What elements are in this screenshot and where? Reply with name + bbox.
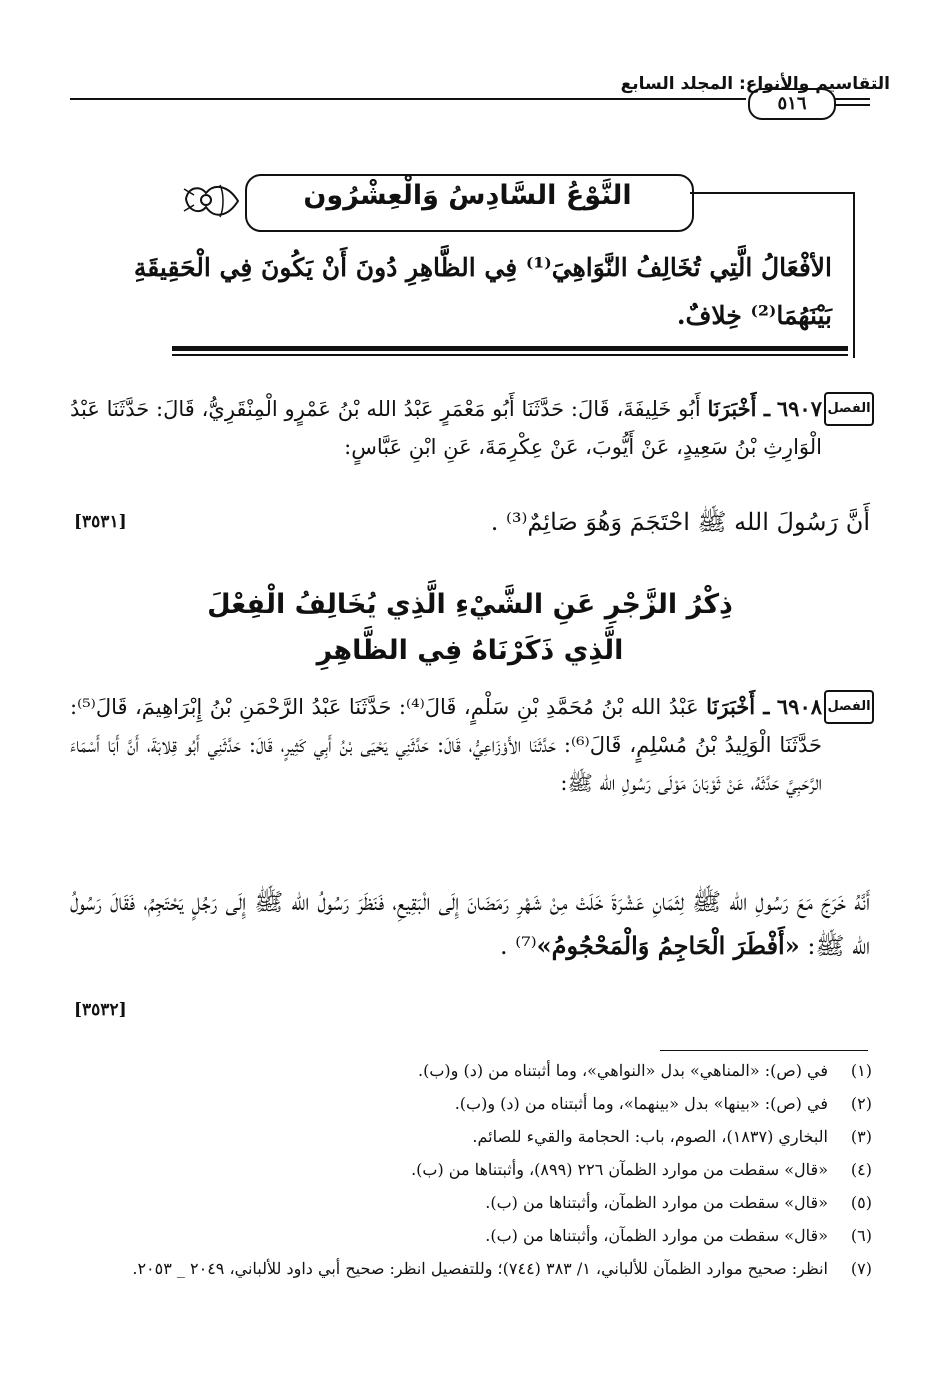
chapter-rule-thick [172,346,848,351]
hadith-6908-matn [70,880,870,968]
footnote-text: «قال» سقطت من موارد الظمآن ٢٢٦ (٨٩٩)، وأثبتناها من (ب). [411,1160,828,1179]
footnote-number: (٧) [850,1259,872,1278]
section-heading-line2: الَّذِي ذَكَرْنَاهُ فِي الظَّاهِرِ [316,635,624,666]
footnote-text: «قال» سقطت من موارد الظمآن، وأثبتناها من (ب). [485,1226,828,1245]
footnote-number: (٣) [850,1127,872,1146]
hadith-number: ٦٩٠٨ [776,694,823,719]
footnote-3 [72,1126,872,1148]
header-rule-left [70,98,746,100]
footnote-4 [72,1159,872,1181]
akhbarana-label: أَخْبَرَنَا [706,694,756,719]
footnote-number: (٦) [850,1226,872,1245]
chapter-title: النَّوْعُ السَّادِسُ وَالْعِشْرُون [303,180,632,211]
footnote-text: «قال» سقطت من موارد الظمآن، وأثبتناها من (ب). [485,1193,828,1212]
footnote-number: (٤) [850,1160,872,1179]
chapter-description: الأفْعَالُ الَّتِي تُخَالِفُ النَّوَاهِيَ⁽¹⁾ فِي الظَّاهِرِ دُونَ أَنْ يَكُونَ فِي الْحَقِيقَةِ بَيْنَهُمَا⁽²⁾ خِلافٌ. [133,253,832,330]
chapter-frame-line [690,192,854,194]
floral-ornament-icon [180,175,242,227]
page-number: ٥١٦ [748,88,836,120]
matn-footnote-ref: ⁽⁷⁾ . [499,932,537,960]
footnote-2 [72,1093,872,1115]
hadith-number: ٦٩٠٧ [776,396,822,421]
footnote-number: (٢) [850,1094,872,1113]
hadith-6908-ref: [٣٥٣٢] [74,1000,127,1020]
footnote-text: البخاري (١٨٣٧)، الصوم، باب: الحجامة والقيء للصائم. [472,1127,828,1146]
footnote-text: انظر: صحيح موارد الظمآن للألباني، ١/ ٣٨٣ (٧٤٤)؛ وللتفصيل انظر: صحيح أبي داود للألباني، ٢٠٤٩ _ ٢٠٥٣. [132,1259,828,1278]
hadith-6907-ref: [٣٥٣١] [74,512,127,532]
matn-prophetic-saying: «أَفْطَرَ الْحَاجِمُ وَالْمَحْجُومُ» [536,931,800,960]
hadith-badge: الفصل [824,392,874,426]
footnote-7 [72,1258,872,1280]
footnote-separator [660,1050,868,1051]
hadith-badge: الفصل [824,690,874,724]
isnad-text: عَبْدُ الله بْنُ مُحَمَّدِ بْنِ سَلْمٍ، قَالَ⁽⁴⁾: حَدَّثَنَا عَبْدُ الرَّحْمَنِ بْنُ إِبْرَاهِيمَ، قَالَ⁽⁵⁾: حَدَّثَنَا الْوَلِيدُ بْنُ مُسْلِمٍ، قَالَ⁽⁶⁾: حَدَّثَنَا الأَوْزَاعِيُّ، قَالَ: حَدَّثَنِي يَحْيَى بْنُ أَبِي كَثِيرٍ، قَالَ: حَدَّثَنِي أَبُو قِلابَةَ، أَنَّ أَبَا أَسْمَاءَ الرَّحَبِيَّ حَدَّثَهُ، عَنْ ثَوْبَانَ مَوْلَى رَسُولِ الله ﷺ: [70,695,822,795]
footnote-5 [72,1192,872,1214]
footnote-text: في (ص): «المناهي» بدل «النواهي»، وما أثبتناه من (د) و(ب). [418,1061,828,1080]
footnote-text: في (ص): «بينها» بدل «بينهما»، وما أثبتناه من (د) و(ب). [454,1094,828,1113]
footnote-6 [72,1225,872,1247]
running-title: التقاسيم والأنواع: المجلد السابع [620,74,890,94]
chapter-rule-thin [172,354,848,356]
matn-text: أَنَّهُ خَرَجَ مَعَ رَسُولِ الله ﷺ لِثَمَانِ عَشْرَةَ خَلَتْ مِنْ شَهْرِ رَمَضَانَ إِلَى الْبَقِيعِ، فَنَظَرَ رَسُولُ الله ﷺ إِلَى رَجُلٍ يَحْتَجِمُ، فَقَالَ رَسُولُ الله ﷺ: [70,888,870,960]
header-rule-right [834,98,870,100]
hadith-6907-matn: أَنَّ رَسُولَ الله ﷺ احْتَجَمَ وَهُوَ صَائِمٌ⁽³⁾ . [490,508,870,536]
section-heading-line1: ذِكْرُ الزَّجْرِ عَنِ الشَّيْءِ الَّذِي يُخَالِفُ الْفِعْلَ [207,589,733,620]
footnote-number: (١) [850,1061,872,1080]
chapter-frame-side [853,192,855,358]
hadith-6908-isnad: ٦٩٠٨ ـ أَخْبَرَنَا عَبْدُ الله بْنُ مُحَمَّدِ بْنِ سَلْمٍ، قَالَ⁽⁴⁾: حَدَّثَنَا عَبْدُ الرَّحْمَنِ بْنُ إِبْرَاهِيمَ، قَالَ⁽⁵⁾: حَدَّثَنَا الْوَلِيدُ بْنُ مُسْلِمٍ، قَالَ⁽⁶⁾: حَدَّثَنَا الأَوْزَاعِيُّ، قَالَ: حَدَّثَنِي يَحْيَى بْنُ أَبِي كَثِيرٍ، قَالَ: حَدَّثَنِي أَبُو قِلابَةَ، أَنَّ أَبَا أَسْمَاءَ الرَّحَبِيَّ حَدَّثَهُ، عَنْ ثَوْبَانَ مَوْلَى رَسُولِ الله ﷺ: [70,694,823,795]
header-rule-right-2 [834,104,870,106]
isnad-text: أَبُو خَلِيفَةَ، قَالَ: حَدَّثَنَا أَبُو مَعْمَرٍ عَبْدُ الله بْنُ عَمْرٍو الْمِنْقَرِيُّ، قَالَ: حَدَّثَنَا عَبْدُ الْوَارِثِ بْنُ سَعِيدٍ، عَنْ أَيُّوبَ، عَنْ عِكْرِمَةَ، عَنِ ابْنِ عَبَّاسٍ: [70,397,822,459]
hadith-6907-isnad: ٦٩٠٧ ـ أَخْبَرَنَا أَبُو خَلِيفَةَ، قَالَ: حَدَّثَنَا أَبُو مَعْمَرٍ عَبْدُ الله بْنُ عَمْرٍو الْمِنْقَرِيُّ، قَالَ: حَدَّثَنَا عَبْدُ الْوَارِثِ بْنُ سَعِيدٍ، عَنْ أَيُّوبَ، عَنْ عِكْرِمَةَ، عَنِ ابْنِ عَبَّاسٍ: [70,396,822,459]
footnote-1 [72,1060,872,1082]
akhbarana-label: أَخْبَرَنَا [707,396,757,421]
footnote-number: (٥) [850,1193,872,1212]
